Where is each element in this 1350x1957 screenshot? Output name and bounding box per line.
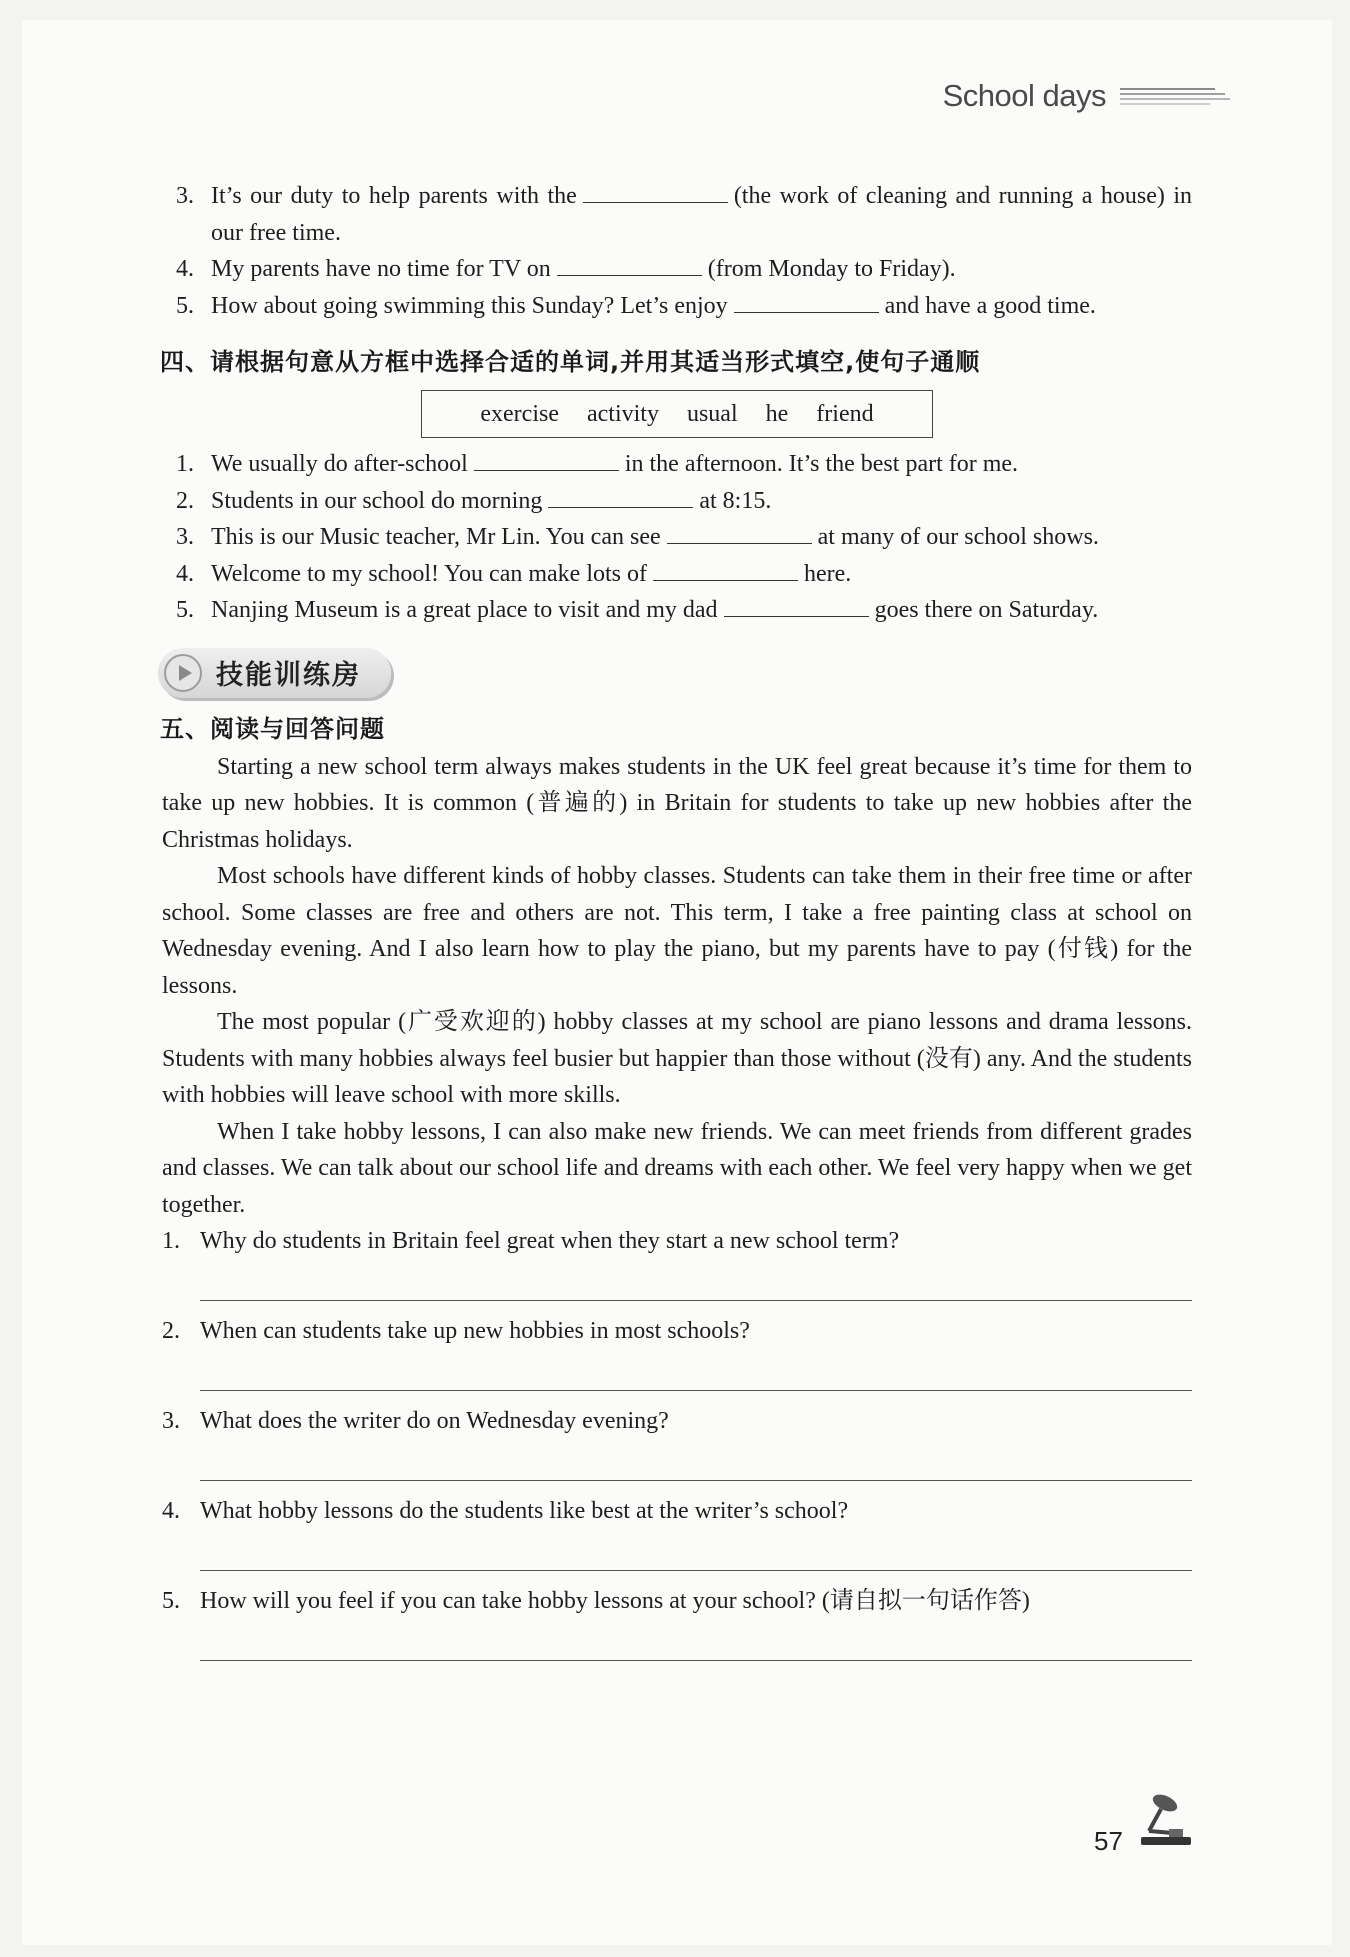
answer-blank[interactable] [548,486,693,508]
answer-blank[interactable] [724,595,869,617]
header-decoration [1120,85,1230,107]
skill-pill [158,648,391,698]
list-item: 3. It’s our duty to help parents with the (the work of cleaning and running a house) in our free time. [176,183,1193,246]
word-box-item: he [765,400,789,427]
question-item: 1. Why do students in Britain feel great when they start a new school term? [162,1228,900,1254]
answer-line[interactable] [200,1439,1192,1481]
answer-line[interactable] [200,1619,1192,1661]
list-item: 5. How about going swimming this Sunday? Let’s enjoy and have a good time. [176,292,1096,319]
answer-blank[interactable] [734,291,879,313]
answer-blank[interactable] [583,181,728,203]
page-header [943,78,1230,114]
skill-banner [158,643,1192,703]
play-icon [164,654,202,692]
answer-blank[interactable] [557,254,702,276]
page-content [162,178,1192,1673]
section4-title: 四、请根据句意从方框中选择合适的单词,并用其适当形式填空,使句子通顺 [160,348,981,376]
passage-paragraph: Most schools have different kinds of hobby classes. Students can take them in their free time or after school. Some classes are free and others are not. This term, I take a free painting class at school on Wednesday evening. And I also learn how to play the piano, but my parents have to pay (付钱) for the lessons. [162,863,1192,999]
reading-passage [162,749,1192,1224]
answer-line[interactable] [200,1529,1192,1571]
question-item: 2. When can students take up new hobbies in most schools? [162,1318,750,1344]
header-title: School days [942,78,1106,113]
list-item: 4. My parents have no time for TV on (from Monday to Friday). [176,256,956,282]
answer-line[interactable] [200,1349,1192,1391]
list-item: 5. Nanjing Museum is a great place to visit and my dad goes there on Saturday. [176,597,1099,623]
answer-blank[interactable] [474,449,619,471]
answer-line[interactable] [200,1259,1192,1301]
question-item: 5. How will you feel if you can take hobby lessons at your school? (请自拟一句话作答) [162,1588,1030,1614]
answer-blank[interactable] [653,559,798,581]
word-box-item: friend [816,400,874,427]
passage-paragraph: When I take hobby lessons, I can also make new friends. We can meet friends from different grades and classes. We can talk about our school life and dreams with each other. We feel very happy when we get together. [162,1118,1192,1218]
list-item: 2. Students in our school do morning at 8:15. [176,487,772,514]
desk-lamp-icon [1135,1793,1195,1849]
page-number: 57 [1094,1826,1123,1856]
word-box-item: usual [686,400,738,427]
list-item: 4. Welcome to my school! You can make lots of here. [176,560,852,587]
answer-blank[interactable] [667,522,812,544]
questions [162,1223,1192,1661]
skill-banner-label: 技能训练房 [216,660,361,691]
question-item: 3. What does the writer do on Wednesday evening? [162,1408,669,1434]
section5-title: 五、阅读与回答问题 [160,714,385,743]
passage-paragraph: Starting a new school term always makes students in the UK feel great because it’s time for them to take up new hobbies. It is common (普遍的) in Britain for students to take up new hobbies after the Christmas holidays. [162,753,1192,853]
list-item: 3. This is our Music teacher, Mr Lin. You can see at many of our school shows. [176,524,1099,550]
section3-items [162,178,1192,324]
list-item: 1. We usually do after-school in the afternoon. It’s the best part for me. [176,451,1019,477]
passage-paragraph: The most popular (广受欢迎的) hobby classes at my school are piano lessons and drama lessons. Students with many hobbies always feel busier but happier than those without (没有) any. And the students with hobbies will leave school with more skills. [162,1009,1192,1108]
word-box [421,390,933,438]
question-item: 4. What hobby lessons do the students like best at the writer’s school? [162,1498,849,1524]
word-box-item: exercise [480,400,559,427]
section4-items [162,446,1192,629]
word-box-item: activity [586,400,659,427]
